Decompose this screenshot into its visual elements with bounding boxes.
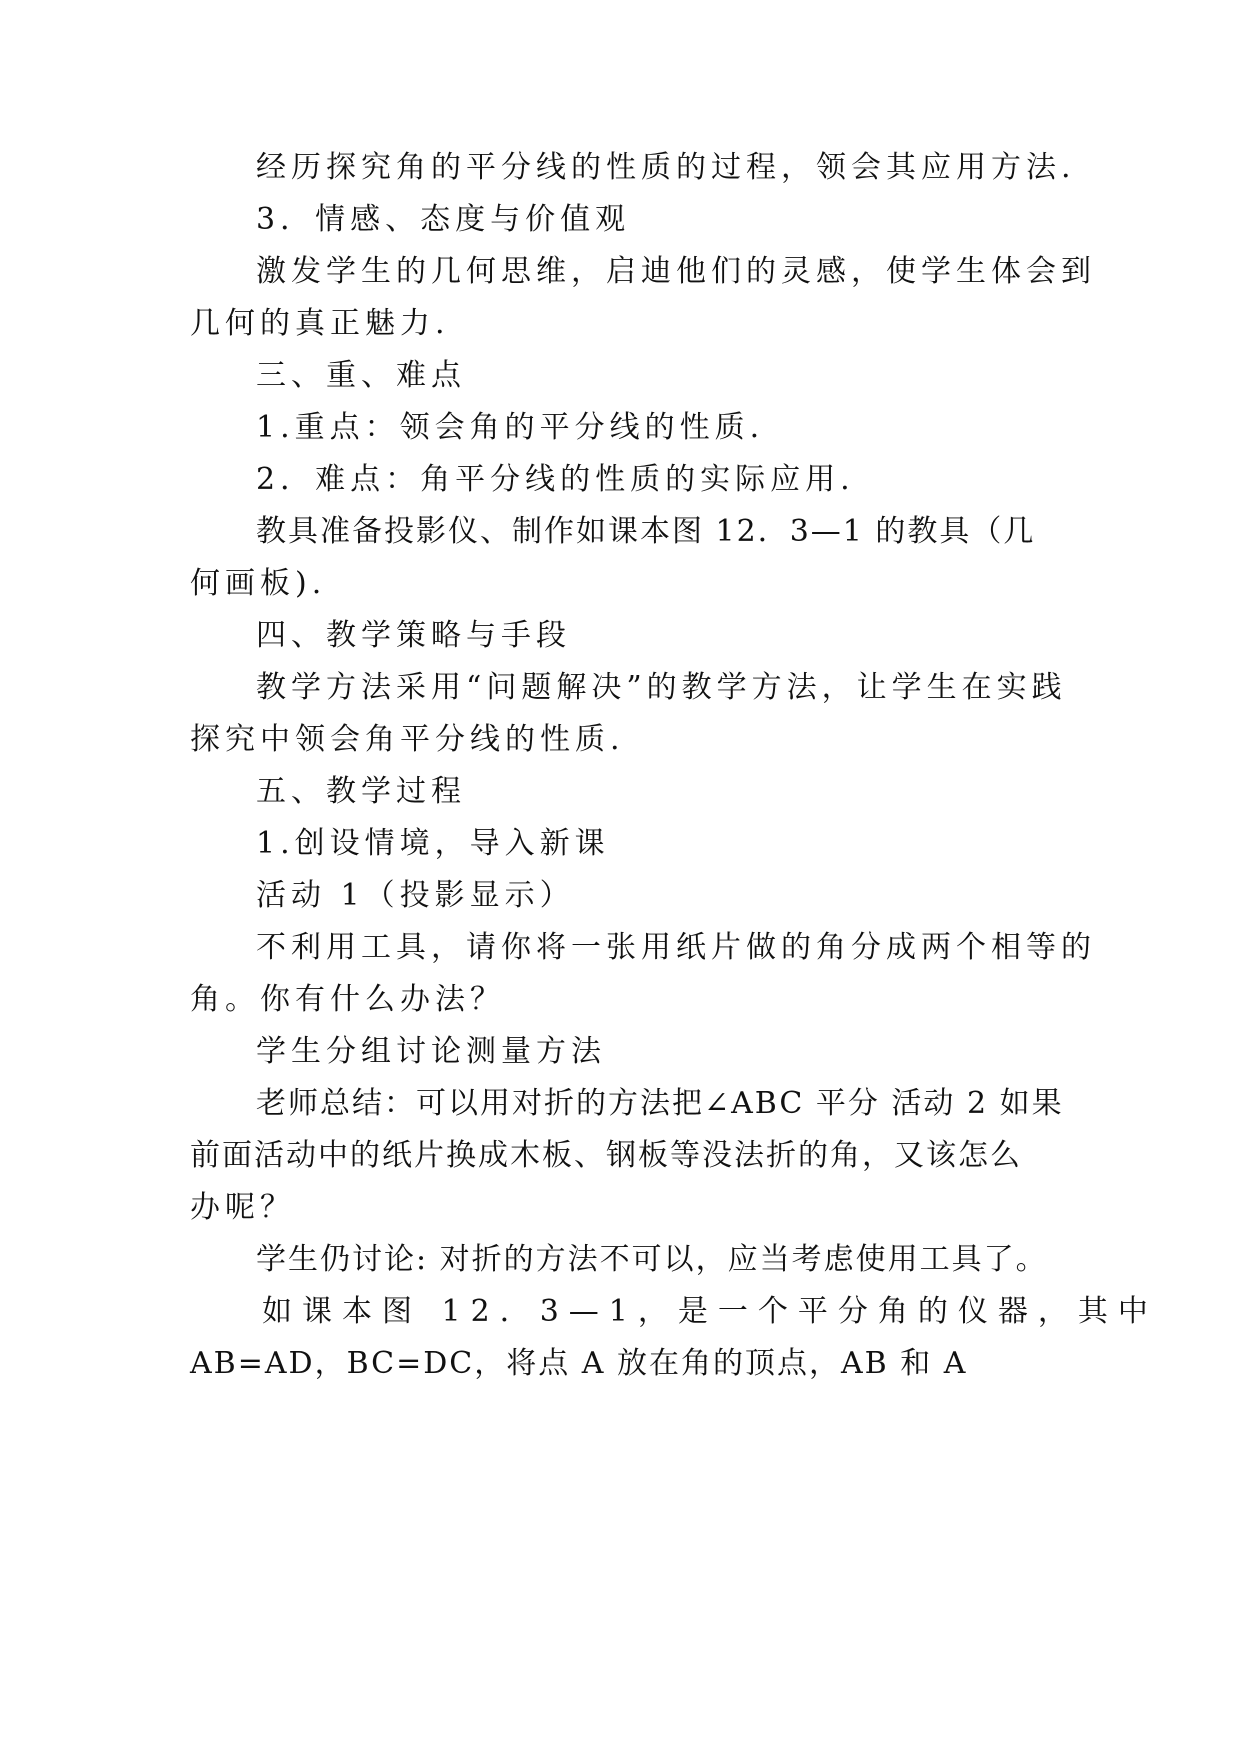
text-line-9: 何画板). xyxy=(190,566,327,601)
text-line-3: 激发学生的几何思维，启迪他们的灵感，使学生体会到 xyxy=(256,254,1096,289)
text-line-19: 老师总结：可以用对折的方法把∠ABC 平分 活动 2 如果 xyxy=(256,1086,1064,1121)
text-line-23: 如课本图 12．3—1，是一个平分角的仪器，其中 xyxy=(262,1294,1158,1329)
text-line-17: 角。你有什么办法？ xyxy=(190,982,505,1017)
text-line-12: 探究中领会角平分线的性质. xyxy=(190,722,625,757)
text-line-11: 教学方法采用“问题解决”的教学方法，让学生在实践 xyxy=(256,670,1067,705)
text-line-8: 教具准备投影仪、制作如课本图 12．3—1 的教具（几 xyxy=(256,514,1036,549)
section-heading-strategy: 四、教学策略与手段 xyxy=(256,618,571,653)
text-line-18: 学生分组讨论测量方法 xyxy=(256,1034,606,1069)
text-line-4: 几何的真正魅力. xyxy=(190,306,450,341)
text-line-14: 1.创设情境，导入新课 xyxy=(256,826,610,861)
text-line-20: 前面活动中的纸片换成木板、钢板等没法折的角，又该怎么 xyxy=(190,1138,1022,1173)
text-line-1: 经历探究角的平分线的性质的过程，领会其应用方法. xyxy=(256,150,1076,185)
text-line-24: AB=AD，BC=DC，将点 A 放在角的顶点，AB 和 A xyxy=(190,1346,968,1381)
text-line-6: 1.重点：领会角的平分线的性质. xyxy=(256,410,765,445)
text-line-22: 学生仍讨论: 对折的方法不可以，应当考虑使用工具了。 xyxy=(256,1242,1048,1277)
text-line-7: 2．难点：角平分线的性质的实际应用. xyxy=(256,462,855,497)
section-heading-process: 五、教学过程 xyxy=(256,774,466,809)
section-heading-key-points: 三、重、难点 xyxy=(256,358,466,393)
text-line-16: 不利用工具，请你将一张用纸片做的角分成两个相等的 xyxy=(256,930,1096,965)
text-line-15: 活动 1（投影显示） xyxy=(256,878,575,913)
section-heading-attitude: 3．情感、态度与价值观 xyxy=(256,202,631,237)
text-line-21: 办呢？ xyxy=(190,1190,295,1225)
